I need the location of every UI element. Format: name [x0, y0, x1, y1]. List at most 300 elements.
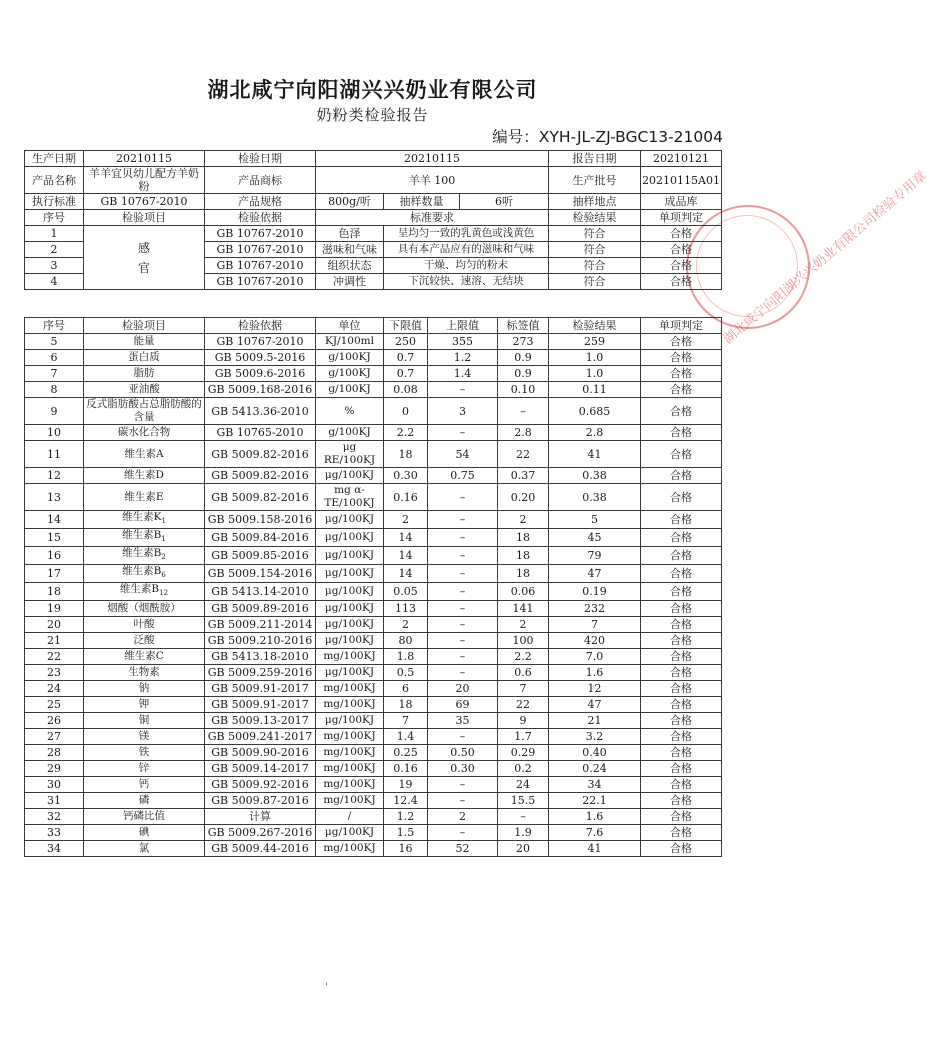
cell-no: 10	[25, 425, 84, 441]
cell-label: 15.5	[498, 793, 549, 809]
cell-upper: –	[428, 484, 498, 511]
cell-verdict: 合格	[641, 809, 722, 825]
cell-basis: GB 5009.89-2016	[205, 601, 316, 617]
table-row	[25, 841, 722, 857]
cell-item: 能量	[84, 334, 205, 350]
cell-unit: mg/100KJ	[316, 729, 384, 745]
sensory-row-result: 符合	[549, 242, 641, 258]
table-row	[25, 665, 722, 681]
cell-unit: g/100KJ	[316, 425, 384, 441]
cell-unit: mg/100KJ	[316, 761, 384, 777]
nutrient-table-body	[25, 334, 722, 857]
cell-verdict: 合格	[641, 425, 722, 441]
table-row	[25, 366, 722, 382]
cell-unit: mg/100KJ	[316, 793, 384, 809]
cell-lower: 80	[384, 633, 428, 649]
cell-basis: GB 5009.6-2016	[205, 366, 316, 382]
cell-upper: –	[428, 825, 498, 841]
cell-basis: GB 5009.5-2016	[205, 350, 316, 366]
cell-result: 2.8	[549, 425, 641, 441]
cell-basis: GB 5413.36-2010	[205, 398, 316, 425]
cell-unit: mg/100KJ	[316, 697, 384, 713]
cell-verdict: 合格	[641, 441, 722, 468]
cell-label: 1.9	[498, 825, 549, 841]
cell-basis: GB 5009.210-2016	[205, 633, 316, 649]
inspection-date-label: 检验日期	[205, 151, 316, 167]
cell-lower: 16	[384, 841, 428, 857]
sensory-row-verdict: 合格	[641, 226, 722, 242]
sensory-row-basis: GB 10767-2010	[205, 258, 316, 274]
col-header-no: 序号	[25, 318, 84, 334]
cell-no: 20	[25, 617, 84, 633]
cell-label: 0.2	[498, 761, 549, 777]
cell-upper: 0.75	[428, 468, 498, 484]
cell-result: 7	[549, 617, 641, 633]
cell-item: 维生素C	[84, 649, 205, 665]
item-subscript: 2	[161, 553, 166, 562]
cell-unit: mg α-TE/100KJ	[316, 484, 384, 511]
cell-verdict: 合格	[641, 729, 722, 745]
cell-result: 5	[549, 511, 641, 529]
cell-result: 21	[549, 713, 641, 729]
cell-item	[84, 529, 205, 547]
cell-result: 0.24	[549, 761, 641, 777]
cell-upper: 0.50	[428, 745, 498, 761]
cell-unit: μg/100KJ	[316, 547, 384, 565]
sensory-row-no: 1	[25, 226, 84, 242]
cell-lower: 0.25	[384, 745, 428, 761]
cell-label: 100	[498, 633, 549, 649]
cell-lower: 0.08	[384, 382, 428, 398]
cell-no: 28	[25, 745, 84, 761]
table-row	[25, 697, 722, 713]
cell-unit: μg/100KJ	[316, 617, 384, 633]
cell-lower: 14	[384, 565, 428, 583]
cell-lower: 0.7	[384, 366, 428, 382]
sensory-header-item: 检验项目	[84, 210, 205, 226]
cell-item: 亚油酸	[84, 382, 205, 398]
cell-label: 18	[498, 565, 549, 583]
cell-lower: 12.4	[384, 793, 428, 809]
document-number: 编号：XYH-JL-ZJ-BGC13-21004	[492, 128, 723, 146]
cell-no: 6	[25, 350, 84, 366]
table-row	[25, 809, 722, 825]
cell-lower: 0.05	[384, 583, 428, 601]
cell-label: 18	[498, 529, 549, 547]
cell-basis: GB 5009.241-2017	[205, 729, 316, 745]
table-row	[25, 484, 722, 511]
table-row	[25, 511, 722, 529]
cell-lower: 14	[384, 547, 428, 565]
cell-no: 22	[25, 649, 84, 665]
cell-basis: GB 5009.87-2016	[205, 793, 316, 809]
sensory-row-basis: GB 10767-2010	[205, 242, 316, 258]
standard-value: GB 10767-2010	[84, 194, 205, 210]
cell-label: 9	[498, 713, 549, 729]
cell-result: 1.0	[549, 366, 641, 382]
cell-item: 钾	[84, 697, 205, 713]
cell-basis: GB 5413.18-2010	[205, 649, 316, 665]
cell-upper: –	[428, 601, 498, 617]
cell-basis: GB 5009.82-2016	[205, 441, 316, 468]
cell-unit: μg/100KJ	[316, 511, 384, 529]
cell-lower: 0.5	[384, 665, 428, 681]
cell-label: –	[498, 398, 549, 425]
inspection-date-value: 20210115	[316, 151, 549, 167]
cell-lower: 0.16	[384, 484, 428, 511]
cell-unit: mg/100KJ	[316, 841, 384, 857]
cell-label: 20	[498, 841, 549, 857]
cell-item: 烟酸（烟酰胺）	[84, 601, 205, 617]
cell-lower: 1.2	[384, 809, 428, 825]
cell-item: 泛酸	[84, 633, 205, 649]
sensory-header-requirement: 标准要求	[316, 210, 549, 226]
table-row	[25, 617, 722, 633]
col-header-verdict: 单项判定	[641, 318, 722, 334]
cell-unit: μg RE/100KJ	[316, 441, 384, 468]
cell-lower: 2.2	[384, 425, 428, 441]
cell-verdict: 合格	[641, 681, 722, 697]
cell-upper: –	[428, 665, 498, 681]
cell-basis: GB 10767-2010	[205, 334, 316, 350]
cell-verdict: 合格	[641, 601, 722, 617]
cell-unit: g/100KJ	[316, 350, 384, 366]
cell-item: 钙磷比值	[84, 809, 205, 825]
cell-result: 0.11	[549, 382, 641, 398]
cell-verdict: 合格	[641, 382, 722, 398]
cell-upper: 3	[428, 398, 498, 425]
cell-verdict: 合格	[641, 547, 722, 565]
table-row	[25, 745, 722, 761]
cell-lower: 18	[384, 441, 428, 468]
sensory-row-verdict: 合格	[641, 242, 722, 258]
cell-verdict: 合格	[641, 825, 722, 841]
cell-item: 维生素E	[84, 484, 205, 511]
cell-verdict: 合格	[641, 334, 722, 350]
cell-label: 7	[498, 681, 549, 697]
cell-item	[84, 583, 205, 601]
cell-lower: 1.8	[384, 649, 428, 665]
sensory-row-name: 组织状态	[316, 258, 384, 274]
trademark-label: 产品商标	[205, 167, 316, 194]
cell-no: 19	[25, 601, 84, 617]
cell-upper: –	[428, 617, 498, 633]
cell-basis: GB 5009.91-2017	[205, 697, 316, 713]
cell-verdict: 合格	[641, 617, 722, 633]
item-subscript: 1	[161, 535, 166, 544]
cell-no: 29	[25, 761, 84, 777]
cell-no: 24	[25, 681, 84, 697]
cell-result: 47	[549, 565, 641, 583]
cell-lower: 2	[384, 617, 428, 633]
cell-no: 8	[25, 382, 84, 398]
cell-lower: 6	[384, 681, 428, 697]
sensory-header-no: 序号	[25, 210, 84, 226]
table-row	[25, 601, 722, 617]
cell-upper: 20	[428, 681, 498, 697]
report-date-value: 20210121	[641, 151, 722, 167]
cell-unit: μg/100KJ	[316, 601, 384, 617]
cell-unit: μg/100KJ	[316, 825, 384, 841]
cell-unit: μg/100KJ	[316, 633, 384, 649]
table-row	[25, 583, 722, 601]
batch-value: 20210115A01	[641, 167, 722, 194]
cell-unit: mg/100KJ	[316, 649, 384, 665]
cell-basis: GB 5009.82-2016	[205, 468, 316, 484]
cell-upper: –	[428, 529, 498, 547]
cell-lower: 0.16	[384, 761, 428, 777]
cell-unit: g/100KJ	[316, 382, 384, 398]
cell-lower: 113	[384, 601, 428, 617]
cell-label: 22	[498, 441, 549, 468]
cell-item: 反式脂肪酸占总脂肪酸的含量	[84, 398, 205, 425]
cell-lower: 1.5	[384, 825, 428, 841]
cell-verdict: 合格	[641, 511, 722, 529]
cell-verdict: 合格	[641, 745, 722, 761]
cell-basis: GB 5009.82-2016	[205, 484, 316, 511]
cell-label: 0.10	[498, 382, 549, 398]
cell-basis: GB 5009.90-2016	[205, 745, 316, 761]
sensory-row-requirement: 具有本产品应有的滋味和气味	[384, 242, 549, 258]
cell-label: 18	[498, 547, 549, 565]
cell-no: 31	[25, 793, 84, 809]
sample-qty-value: 6听	[460, 194, 549, 210]
product-name-label: 产品名称	[25, 167, 84, 194]
cell-label: 2.2	[498, 649, 549, 665]
sample-site-value: 成品库	[641, 194, 722, 210]
scan-speck: '	[325, 982, 328, 993]
cell-no: 18	[25, 583, 84, 601]
cell-verdict: 合格	[641, 665, 722, 681]
item-text: 维生素B	[119, 583, 160, 596]
sensory-row-name: 滋味和气味	[316, 242, 384, 258]
cell-lower: 1.4	[384, 729, 428, 745]
cell-result: 34	[549, 777, 641, 793]
cell-item: 维生素D	[84, 468, 205, 484]
cell-unit: mg/100KJ	[316, 745, 384, 761]
cell-label: 0.6	[498, 665, 549, 681]
cell-item	[84, 565, 205, 583]
sensory-header-verdict: 单项判定	[641, 210, 722, 226]
cell-upper: 355	[428, 334, 498, 350]
cell-label: 0.37	[498, 468, 549, 484]
cell-verdict: 合格	[641, 366, 722, 382]
product-name-value: 羊羊宜贝幼儿配方羊奶粉	[84, 167, 205, 194]
cell-verdict: 合格	[641, 777, 722, 793]
col-header-result: 检验结果	[549, 318, 641, 334]
production-date-value: 20210115	[84, 151, 205, 167]
cell-item: 生物素	[84, 665, 205, 681]
cell-item: 叶酸	[84, 617, 205, 633]
cell-label: 0.20	[498, 484, 549, 511]
table-row	[25, 649, 722, 665]
cell-upper: 1.4	[428, 366, 498, 382]
cell-item: 锌	[84, 761, 205, 777]
cell-result: 3.2	[549, 729, 641, 745]
cell-verdict: 合格	[641, 761, 722, 777]
cell-label: 2	[498, 617, 549, 633]
cell-no: 11	[25, 441, 84, 468]
cell-unit: mg/100KJ	[316, 681, 384, 697]
sensory-row-no: 2	[25, 242, 84, 258]
sensory-row-requirement: 下沉较快、速溶、无结块	[384, 274, 549, 290]
cell-item: 碳水化合物	[84, 425, 205, 441]
info-and-sensory-table	[24, 150, 722, 290]
cell-lower: 19	[384, 777, 428, 793]
cell-no: 15	[25, 529, 84, 547]
cell-upper: –	[428, 547, 498, 565]
item-subscript: 12	[159, 589, 169, 598]
cell-result: 22.1	[549, 793, 641, 809]
report-title: 奶粉类检验报告	[316, 106, 429, 124]
cell-item: 氯	[84, 841, 205, 857]
cell-result: 1.0	[549, 350, 641, 366]
cell-label: 2	[498, 511, 549, 529]
table-row	[25, 425, 722, 441]
cell-label: 0.06	[498, 583, 549, 601]
table-row	[25, 565, 722, 583]
cell-lower: 0.30	[384, 468, 428, 484]
col-header-label: 标签值	[498, 318, 549, 334]
spec-label: 产品规格	[205, 194, 316, 210]
cell-item: 磷	[84, 793, 205, 809]
cell-no: 23	[25, 665, 84, 681]
cell-unit: %	[316, 398, 384, 425]
cell-verdict: 合格	[641, 697, 722, 713]
cell-verdict: 合格	[641, 713, 722, 729]
cell-no: 12	[25, 468, 84, 484]
cell-label: –	[498, 809, 549, 825]
sensory-category-label: 感官	[138, 240, 151, 275]
sensory-row-no: 4	[25, 274, 84, 290]
cell-unit: g/100KJ	[316, 366, 384, 382]
cell-lower: 14	[384, 529, 428, 547]
sensory-row-basis: GB 10767-2010	[205, 274, 316, 290]
batch-label: 生产批号	[549, 167, 641, 194]
cell-upper: 52	[428, 841, 498, 857]
cell-basis: GB 5009.168-2016	[205, 382, 316, 398]
cell-item: 钙	[84, 777, 205, 793]
cell-upper: 2	[428, 809, 498, 825]
cell-lower: 0.7	[384, 350, 428, 366]
table-row	[25, 713, 722, 729]
cell-no: 34	[25, 841, 84, 857]
cell-unit: /	[316, 809, 384, 825]
trademark-value: 羊羊 100	[316, 167, 549, 194]
col-header-lower: 下限值	[384, 318, 428, 334]
cell-label: 24	[498, 777, 549, 793]
table-row	[25, 761, 722, 777]
cell-basis: GB 5009.158-2016	[205, 511, 316, 529]
cell-verdict: 合格	[641, 484, 722, 511]
table-row	[25, 681, 722, 697]
sensory-category	[84, 226, 205, 290]
cell-no: 14	[25, 511, 84, 529]
cell-unit: μg/100KJ	[316, 583, 384, 601]
cell-no: 26	[25, 713, 84, 729]
cell-unit: μg/100KJ	[316, 565, 384, 583]
cell-lower: 18	[384, 697, 428, 713]
report-date-label: 报告日期	[549, 151, 641, 167]
cell-upper: –	[428, 777, 498, 793]
cell-upper: –	[428, 633, 498, 649]
item-text: 维生素K	[122, 511, 162, 523]
cell-upper: –	[428, 793, 498, 809]
cell-verdict: 合格	[641, 468, 722, 484]
cell-no: 33	[25, 825, 84, 841]
sensory-row-name: 冲调性	[316, 274, 384, 290]
cell-basis: GB 5009.259-2016	[205, 665, 316, 681]
item-text: 维生素B	[122, 547, 162, 560]
stamp-text: 湖北咸宁向阳湖兴兴奶业有限公司检验专用章	[720, 168, 930, 348]
cell-item	[84, 511, 205, 529]
table-row	[25, 547, 722, 565]
cell-item: 铁	[84, 745, 205, 761]
cell-verdict: 合格	[641, 565, 722, 583]
cell-verdict: 合格	[641, 841, 722, 857]
cell-label: 1.7	[498, 729, 549, 745]
cell-label: 273	[498, 334, 549, 350]
cell-no: 25	[25, 697, 84, 713]
cell-result: 41	[549, 841, 641, 857]
cell-result: 259	[549, 334, 641, 350]
cell-upper: –	[428, 382, 498, 398]
cell-verdict: 合格	[641, 793, 722, 809]
cell-no: 5	[25, 334, 84, 350]
cell-result: 47	[549, 697, 641, 713]
cell-basis: GB 5009.92-2016	[205, 777, 316, 793]
nutrient-test-table	[24, 317, 722, 857]
cell-label: 141	[498, 601, 549, 617]
cell-no: 27	[25, 729, 84, 745]
cell-unit: KJ/100ml	[316, 334, 384, 350]
cell-result: 1.6	[549, 809, 641, 825]
sensory-row-result: 符合	[549, 258, 641, 274]
table-row	[25, 825, 722, 841]
cell-lower: 7	[384, 713, 428, 729]
cell-label: 0.9	[498, 366, 549, 382]
cell-result: 79	[549, 547, 641, 565]
cell-no: 9	[25, 398, 84, 425]
sensory-row-verdict: 合格	[641, 274, 722, 290]
col-header-unit: 单位	[316, 318, 384, 334]
cell-no: 17	[25, 565, 84, 583]
col-header-basis: 检验依据	[205, 318, 316, 334]
item-text: 维生素B	[122, 529, 162, 542]
cell-upper: –	[428, 511, 498, 529]
cell-result: 420	[549, 633, 641, 649]
cell-result: 0.685	[549, 398, 641, 425]
cell-upper: –	[428, 565, 498, 583]
sensory-row-no: 3	[25, 258, 84, 274]
cell-basis: GB 5413.14-2010	[205, 583, 316, 601]
cell-basis: GB 5009.14-2017	[205, 761, 316, 777]
cell-basis: GB 5009.154-2016	[205, 565, 316, 583]
cell-result: 45	[549, 529, 641, 547]
cell-result: 0.38	[549, 468, 641, 484]
cell-upper: –	[428, 583, 498, 601]
cell-no: 7	[25, 366, 84, 382]
cell-result: 7.0	[549, 649, 641, 665]
cell-no: 13	[25, 484, 84, 511]
table-row	[25, 777, 722, 793]
cell-basis: GB 5009.91-2017	[205, 681, 316, 697]
cell-item: 蛋白质	[84, 350, 205, 366]
cell-verdict: 合格	[641, 649, 722, 665]
cell-no: 21	[25, 633, 84, 649]
table-row	[25, 398, 722, 425]
cell-result: 232	[549, 601, 641, 617]
